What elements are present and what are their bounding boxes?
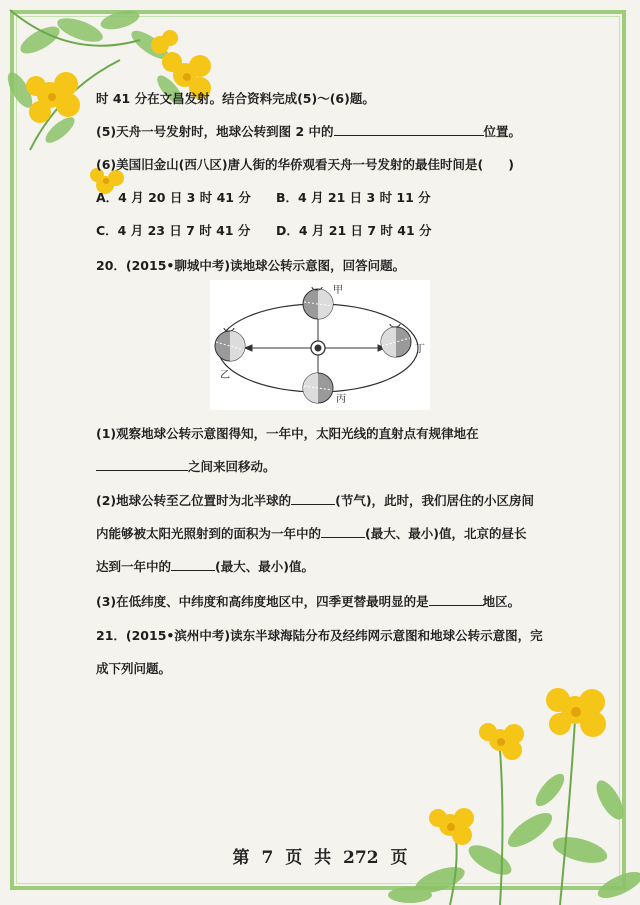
- question-21-line-2: 成下列问题。: [96, 661, 172, 676]
- question-5-suffix: 位置。: [483, 124, 522, 139]
- earth-revolution-diagram: [210, 280, 430, 410]
- earth-position-bing: [303, 373, 333, 403]
- footer-total-pages: 272: [343, 848, 379, 868]
- label-jia: 甲: [333, 285, 343, 296]
- question-20-2-line3-text: 达到一年中的: [96, 559, 172, 574]
- question-20-3-text: (3)在低纬度、中纬度和高纬度地区中，四季更替最明显的是: [96, 594, 429, 609]
- earth-position-ding: [381, 327, 411, 357]
- question-5: [96, 122, 521, 140]
- option-b: B．4 月 21 日 3 时 11 分: [276, 190, 431, 205]
- answer-blank-q20-2-solar-term[interactable]: [291, 492, 335, 505]
- question-20-1-line-1: (1)观察地球公转示意图得知，一年中，太阳光线的直射点有规律地在: [96, 426, 479, 441]
- question-20-1-suffix: 之间来回移动。: [188, 459, 276, 474]
- question-21-line-1: 21．(2015•滨州中考)读东半球海陆分布及经纬网示意图和地球公转示意图，完: [96, 628, 543, 643]
- question-20-2-text-cont: (节气)，此时，我们居住的小区房间: [335, 493, 535, 508]
- question-20-2-line3-cont: (最大、最小)值。: [215, 559, 314, 574]
- question-20-2-line-1: [96, 491, 534, 509]
- flower-decoration-bottom-right: [380, 680, 640, 905]
- earth-position-yi: [215, 331, 245, 361]
- option-a: A．4 月 20 日 3 时 41 分: [96, 190, 251, 205]
- label-yi: 乙: [220, 370, 230, 381]
- answer-blank-q20-2-daylength[interactable]: [171, 558, 215, 571]
- footer-di: 第: [232, 848, 250, 868]
- footer-gong: 共: [314, 848, 332, 868]
- answer-blank-q5[interactable]: [334, 123, 484, 136]
- question-20-3: [96, 592, 520, 610]
- question-20-3-suffix: 地区。: [482, 594, 521, 609]
- intro-tail-text: 时 41 分在文昌发射。结合资料完成(5)～(6)题。: [96, 91, 375, 106]
- question-6: (6)美国旧金山(西八区)唐人街的华侨观看天舟一号发射的最佳时间是( ): [96, 157, 514, 172]
- footer-page-number: 7: [261, 848, 274, 868]
- answer-blank-q20-1[interactable]: [96, 458, 188, 471]
- question-20-2-line-2: [96, 524, 526, 542]
- option-d: D．4 月 21 日 7 时 41 分: [276, 223, 432, 238]
- earth-position-jia: [303, 289, 333, 319]
- question-20-2-line2-text: 内能够被太阳光照射到的面积为一年中的: [96, 526, 322, 541]
- page-footer: [0, 843, 640, 868]
- question-20-title: 20．(2015•聊城中考)读地球公转示意图，回答问题。: [96, 258, 406, 273]
- option-c: C．4 月 23 日 7 时 41 分: [96, 223, 251, 238]
- footer-ye: 页: [285, 848, 303, 868]
- question-20-2-text: (2)地球公转至乙位置时为北半球的: [96, 493, 292, 508]
- question-20-2-line2-cont: (最大、最小)值，北京的昼长: [365, 526, 527, 541]
- label-bing: 丙: [336, 394, 346, 405]
- label-ding: 丁: [415, 344, 425, 355]
- footer-ye-end: 页: [390, 848, 408, 868]
- answer-blank-q20-2-area[interactable]: [321, 525, 365, 538]
- question-20-1-line-2: [96, 457, 276, 475]
- question-5-text: (5)天舟一号发射时，地球公转到图 2 中的: [96, 124, 334, 139]
- question-20-2-line-3: [96, 557, 314, 575]
- answer-blank-q20-3[interactable]: [429, 593, 483, 606]
